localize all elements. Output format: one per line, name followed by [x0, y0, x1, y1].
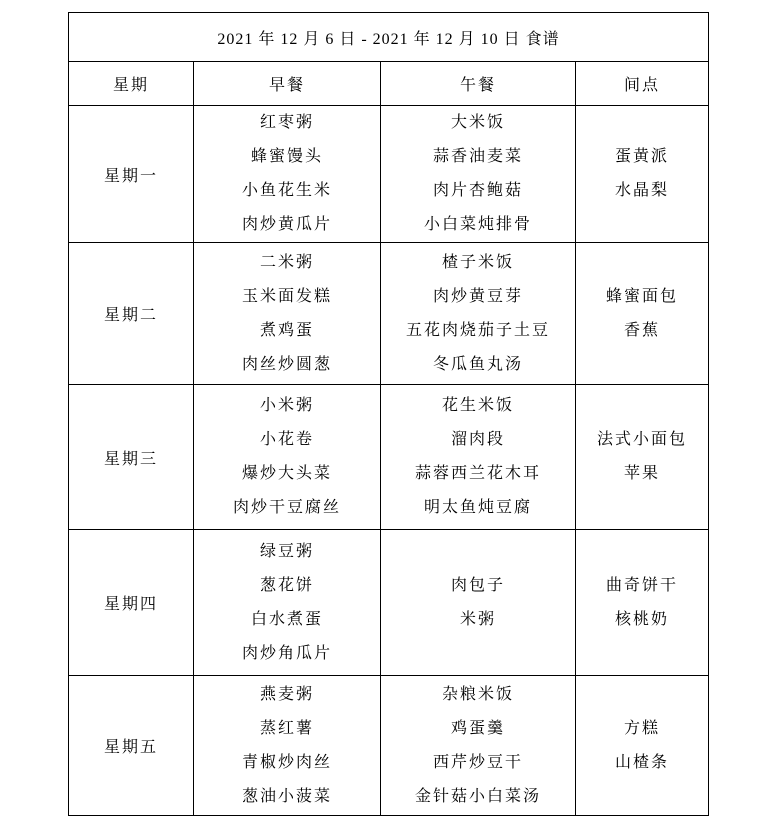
breakfast-cell [194, 530, 381, 676]
table-row [69, 530, 709, 676]
title-row [69, 13, 709, 62]
dish: 核桃奶 [615, 610, 670, 628]
dish: 楂子米饭 [441, 253, 514, 271]
snack-cell [576, 385, 709, 530]
dish: 蒜蓉西兰花木耳 [414, 465, 541, 482]
dish: 肉炒黄瓜片 [241, 216, 332, 233]
dish: 青椒炒肉丝 [241, 753, 332, 771]
dish: 小白菜炖排骨 [423, 216, 532, 233]
dish: 小鱼花生米 [241, 182, 332, 199]
dish: 二米粥 [259, 253, 314, 271]
day-cell: 星期二 [69, 243, 194, 385]
dish: 绿豆粥 [259, 542, 314, 560]
day-cell: 星期三 [69, 385, 194, 530]
dish: 溜肉段 [450, 431, 505, 448]
dish: 肉炒黄豆芽 [432, 287, 523, 305]
column-header-breakfast: 早餐 [194, 62, 381, 106]
dish: 水晶梨 [615, 182, 670, 199]
snack-cell [576, 243, 709, 385]
table-row [69, 676, 709, 816]
page-title: 2021 年 12 月 6 日 - 2021 年 12 月 10 日 食谱 [69, 13, 709, 62]
snack-cell [576, 676, 709, 816]
table-row [69, 385, 709, 530]
dish: 蒜香油麦菜 [432, 148, 523, 165]
dish: 煮鸡蛋 [259, 321, 314, 339]
dish: 肉包子 [450, 576, 505, 594]
snack-cell [576, 106, 709, 243]
column-header-day: 星期 [69, 62, 194, 106]
dish: 红枣粥 [259, 114, 314, 131]
dish: 肉丝炒圆葱 [241, 355, 332, 373]
dish: 爆炒大头菜 [241, 465, 332, 482]
breakfast-cell [194, 243, 381, 385]
dish: 肉片杏鲍菇 [432, 182, 523, 199]
dish: 西芹炒豆干 [432, 753, 523, 771]
dish: 蒸红薯 [259, 719, 314, 737]
dish: 葱油小菠菜 [241, 787, 332, 805]
lunch-cell [381, 243, 576, 385]
dish: 苹果 [624, 465, 661, 482]
breakfast-cell [194, 385, 381, 530]
table-row [69, 243, 709, 385]
dish: 蛋黄派 [615, 148, 670, 165]
table-row [69, 106, 709, 243]
dish: 五花肉烧茄子土豆 [405, 321, 550, 339]
dish: 明太鱼炖豆腐 [423, 499, 532, 516]
column-header-snack: 间点 [576, 62, 709, 106]
dish: 杂粮米饭 [441, 685, 514, 703]
dish: 冬瓜鱼丸汤 [432, 355, 523, 373]
dish: 小米粥 [259, 397, 314, 414]
menu-table [68, 12, 709, 816]
dish: 香蕉 [624, 321, 661, 339]
day-cell: 星期五 [69, 676, 194, 816]
breakfast-cell [194, 106, 381, 243]
dish: 白水煮蛋 [250, 610, 323, 628]
column-header-lunch: 午餐 [381, 62, 576, 106]
dish: 山楂条 [615, 753, 670, 771]
dish: 米粥 [459, 610, 496, 628]
snack-cell [576, 530, 709, 676]
dish: 蜂蜜面包 [606, 287, 679, 305]
dish: 鸡蛋羹 [450, 719, 505, 737]
lunch-cell [381, 385, 576, 530]
dish: 燕麦粥 [259, 685, 314, 703]
dish: 肉炒干豆腐丝 [232, 499, 341, 516]
dish: 曲奇饼干 [606, 576, 679, 594]
header-row [69, 62, 709, 106]
dish: 蜂蜜馒头 [250, 148, 323, 165]
dish: 花生米饭 [441, 397, 514, 414]
dish: 小花卷 [259, 431, 314, 448]
lunch-cell [381, 106, 576, 243]
lunch-cell [381, 676, 576, 816]
lunch-cell [381, 530, 576, 676]
dish: 法式小面包 [597, 431, 688, 448]
dish: 肉炒角瓜片 [241, 644, 332, 662]
dish: 方糕 [624, 719, 661, 737]
dish: 玉米面发糕 [241, 287, 332, 305]
menu-table-container [68, 12, 709, 816]
dish: 大米饭 [450, 114, 505, 131]
dish: 葱花饼 [259, 576, 314, 594]
day-cell: 星期一 [69, 106, 194, 243]
day-cell: 星期四 [69, 530, 194, 676]
dish: 金针菇小白菜汤 [414, 787, 541, 805]
breakfast-cell [194, 676, 381, 816]
